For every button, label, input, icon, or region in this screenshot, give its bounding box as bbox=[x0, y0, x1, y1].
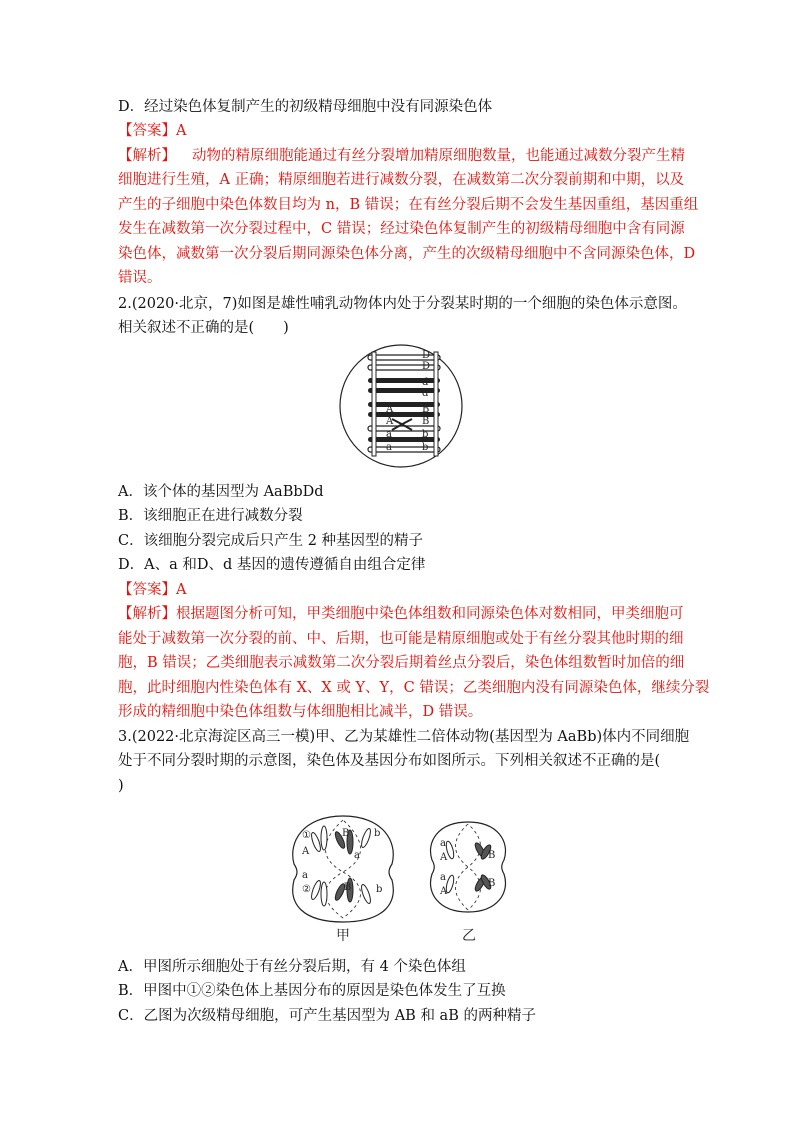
gene-label: B bbox=[342, 828, 350, 839]
q2-answer bbox=[118, 580, 186, 600]
q2-option-d: D．A、a 和D、d 基因的遗传遵循自由组合定律 bbox=[118, 557, 426, 573]
q1-analysis-line: 【解析】 动物的精原细胞能通过有丝分裂增加精原细胞数量，也能通过减数分裂产生精 bbox=[118, 148, 685, 164]
chromosome-diagram bbox=[336, 344, 466, 468]
q2-analysis-line: 形成的精细胞中染色体组数与体细胞相比减半，D 错误。 bbox=[118, 704, 483, 720]
q2-analysis-line: 【解析】根据题图分析可知，甲类细胞中染色体组数和同源染色体对数相同，甲类细胞可 bbox=[118, 606, 684, 622]
q3-option-c: C．乙图为次级精母细胞，可产生基因型为 AB 和 aB 的两种精子 bbox=[118, 1008, 536, 1024]
q3-option-b: B．甲图中①②染色体上基因分布的原因是染色体发生了互换 bbox=[118, 983, 506, 999]
q1-analysis-line: 产生的子细胞中染色体数目均为 n，B 错误；在有丝分裂后期不会发生基因重组，基因重组 bbox=[118, 197, 699, 213]
gene-label: a bbox=[302, 870, 308, 881]
gene-label: ① bbox=[302, 830, 311, 841]
answer-label: 【答案】 bbox=[118, 582, 176, 598]
q1-analysis-line: 细胞进行生殖，A 正确；精原细胞若进行减数分裂，在减数第二次分裂前期和中期，以及 bbox=[118, 172, 685, 188]
gene-label: d bbox=[422, 377, 429, 388]
q1-analysis-line: 错误。 bbox=[118, 270, 162, 286]
gene-label: A bbox=[440, 886, 448, 897]
q1-analysis-line: 染色体，减数第一次分裂后期同源染色体分离，产生的次级精母细胞中不含同源染色体，D bbox=[118, 246, 696, 262]
q1-option-d: D．经过染色体复制产生的初级精母细胞中没有同源染色体 bbox=[118, 99, 493, 115]
cell-yi bbox=[431, 822, 506, 912]
q3-stem: 3.(2022·北京海淀区高三一模)甲、乙为某雄性二倍体动物(基因型为 AaBb)体内不同细胞 bbox=[118, 729, 690, 745]
gene-label: a bbox=[440, 838, 446, 849]
figure-caption-yi: 乙 bbox=[462, 928, 476, 942]
q3-stem: ) bbox=[118, 778, 124, 794]
q3-stem: 处于不同分裂时期的示意图，染色体及基因分布如图所示。下列相关叙述不正确的是( bbox=[118, 753, 661, 769]
q2-stem: 相关叙述不正确的是( ) bbox=[118, 320, 289, 336]
answer-value: A bbox=[176, 123, 187, 139]
gene-label: D bbox=[422, 350, 431, 361]
q2-option-c: C．该细胞分裂完成后只产生 2 种基因型的精子 bbox=[118, 533, 424, 549]
gene-label: B bbox=[422, 404, 430, 415]
gene-label: b bbox=[376, 884, 383, 895]
q2-option-a: A．该个体的基因型为 AaBbDd bbox=[118, 484, 324, 500]
gene-label: a bbox=[386, 442, 392, 453]
q3-option-a: A．甲图所示细胞处于有丝分裂后期，有 4 个染色体组 bbox=[118, 959, 466, 975]
gene-label: A bbox=[386, 416, 394, 427]
analysis-label: 【解析】 bbox=[118, 148, 176, 164]
gene-label: ② bbox=[302, 884, 311, 895]
q2-stem: 2.(2020·北京，7)如图是雄性哺乳动物体内处于分裂某时期的一个细胞的染色体示意图。 bbox=[118, 296, 687, 312]
gene-label: A bbox=[440, 852, 448, 863]
analysis-label: 【解析】 bbox=[118, 606, 176, 622]
gene-label: A bbox=[302, 846, 310, 857]
gene-label: a bbox=[440, 872, 446, 883]
answer-value: A bbox=[176, 582, 187, 598]
gene-label: b bbox=[422, 429, 429, 440]
q2-option-b: B．该细胞正在进行减数分裂 bbox=[118, 508, 303, 524]
cell-division-figure bbox=[288, 812, 518, 942]
gene-label: D bbox=[422, 361, 431, 372]
gene-label: b bbox=[422, 442, 429, 453]
q2-analysis-line: 胞，B 错误；乙类细胞表示减数第二次分裂后期着丝点分裂后，染色体组数暂时加倍的细 bbox=[118, 655, 685, 671]
gene-label: d bbox=[422, 388, 429, 399]
gene-label: a bbox=[386, 429, 392, 440]
gene-label: B bbox=[422, 416, 430, 427]
gene-label: A bbox=[386, 404, 394, 415]
gene-label: a bbox=[354, 850, 360, 861]
figure-caption-jia: 甲 bbox=[336, 928, 350, 942]
gene-label: B bbox=[488, 850, 496, 861]
answer-label: 【答案】 bbox=[118, 123, 176, 139]
q1-answer bbox=[118, 121, 186, 141]
q2-analysis-line: 胞，此时细胞内性染色体有 X、X 或 Y、Y，C 错误；乙类细胞内没有同源染色体，继续分裂 bbox=[118, 680, 710, 696]
gene-label: b bbox=[374, 828, 381, 839]
q2-analysis-line: 能处于减数第一次分裂的前、中、后期，也可能是精原细胞或处于有丝分裂其他时期的细 bbox=[118, 631, 684, 647]
gene-label: B bbox=[488, 878, 496, 889]
gene-label: B bbox=[344, 882, 352, 893]
q1-analysis-line: 发生在减数第一次分裂过程中，C 错误；经过染色体复制产生的初级精母细胞中含有同源 bbox=[118, 221, 685, 237]
